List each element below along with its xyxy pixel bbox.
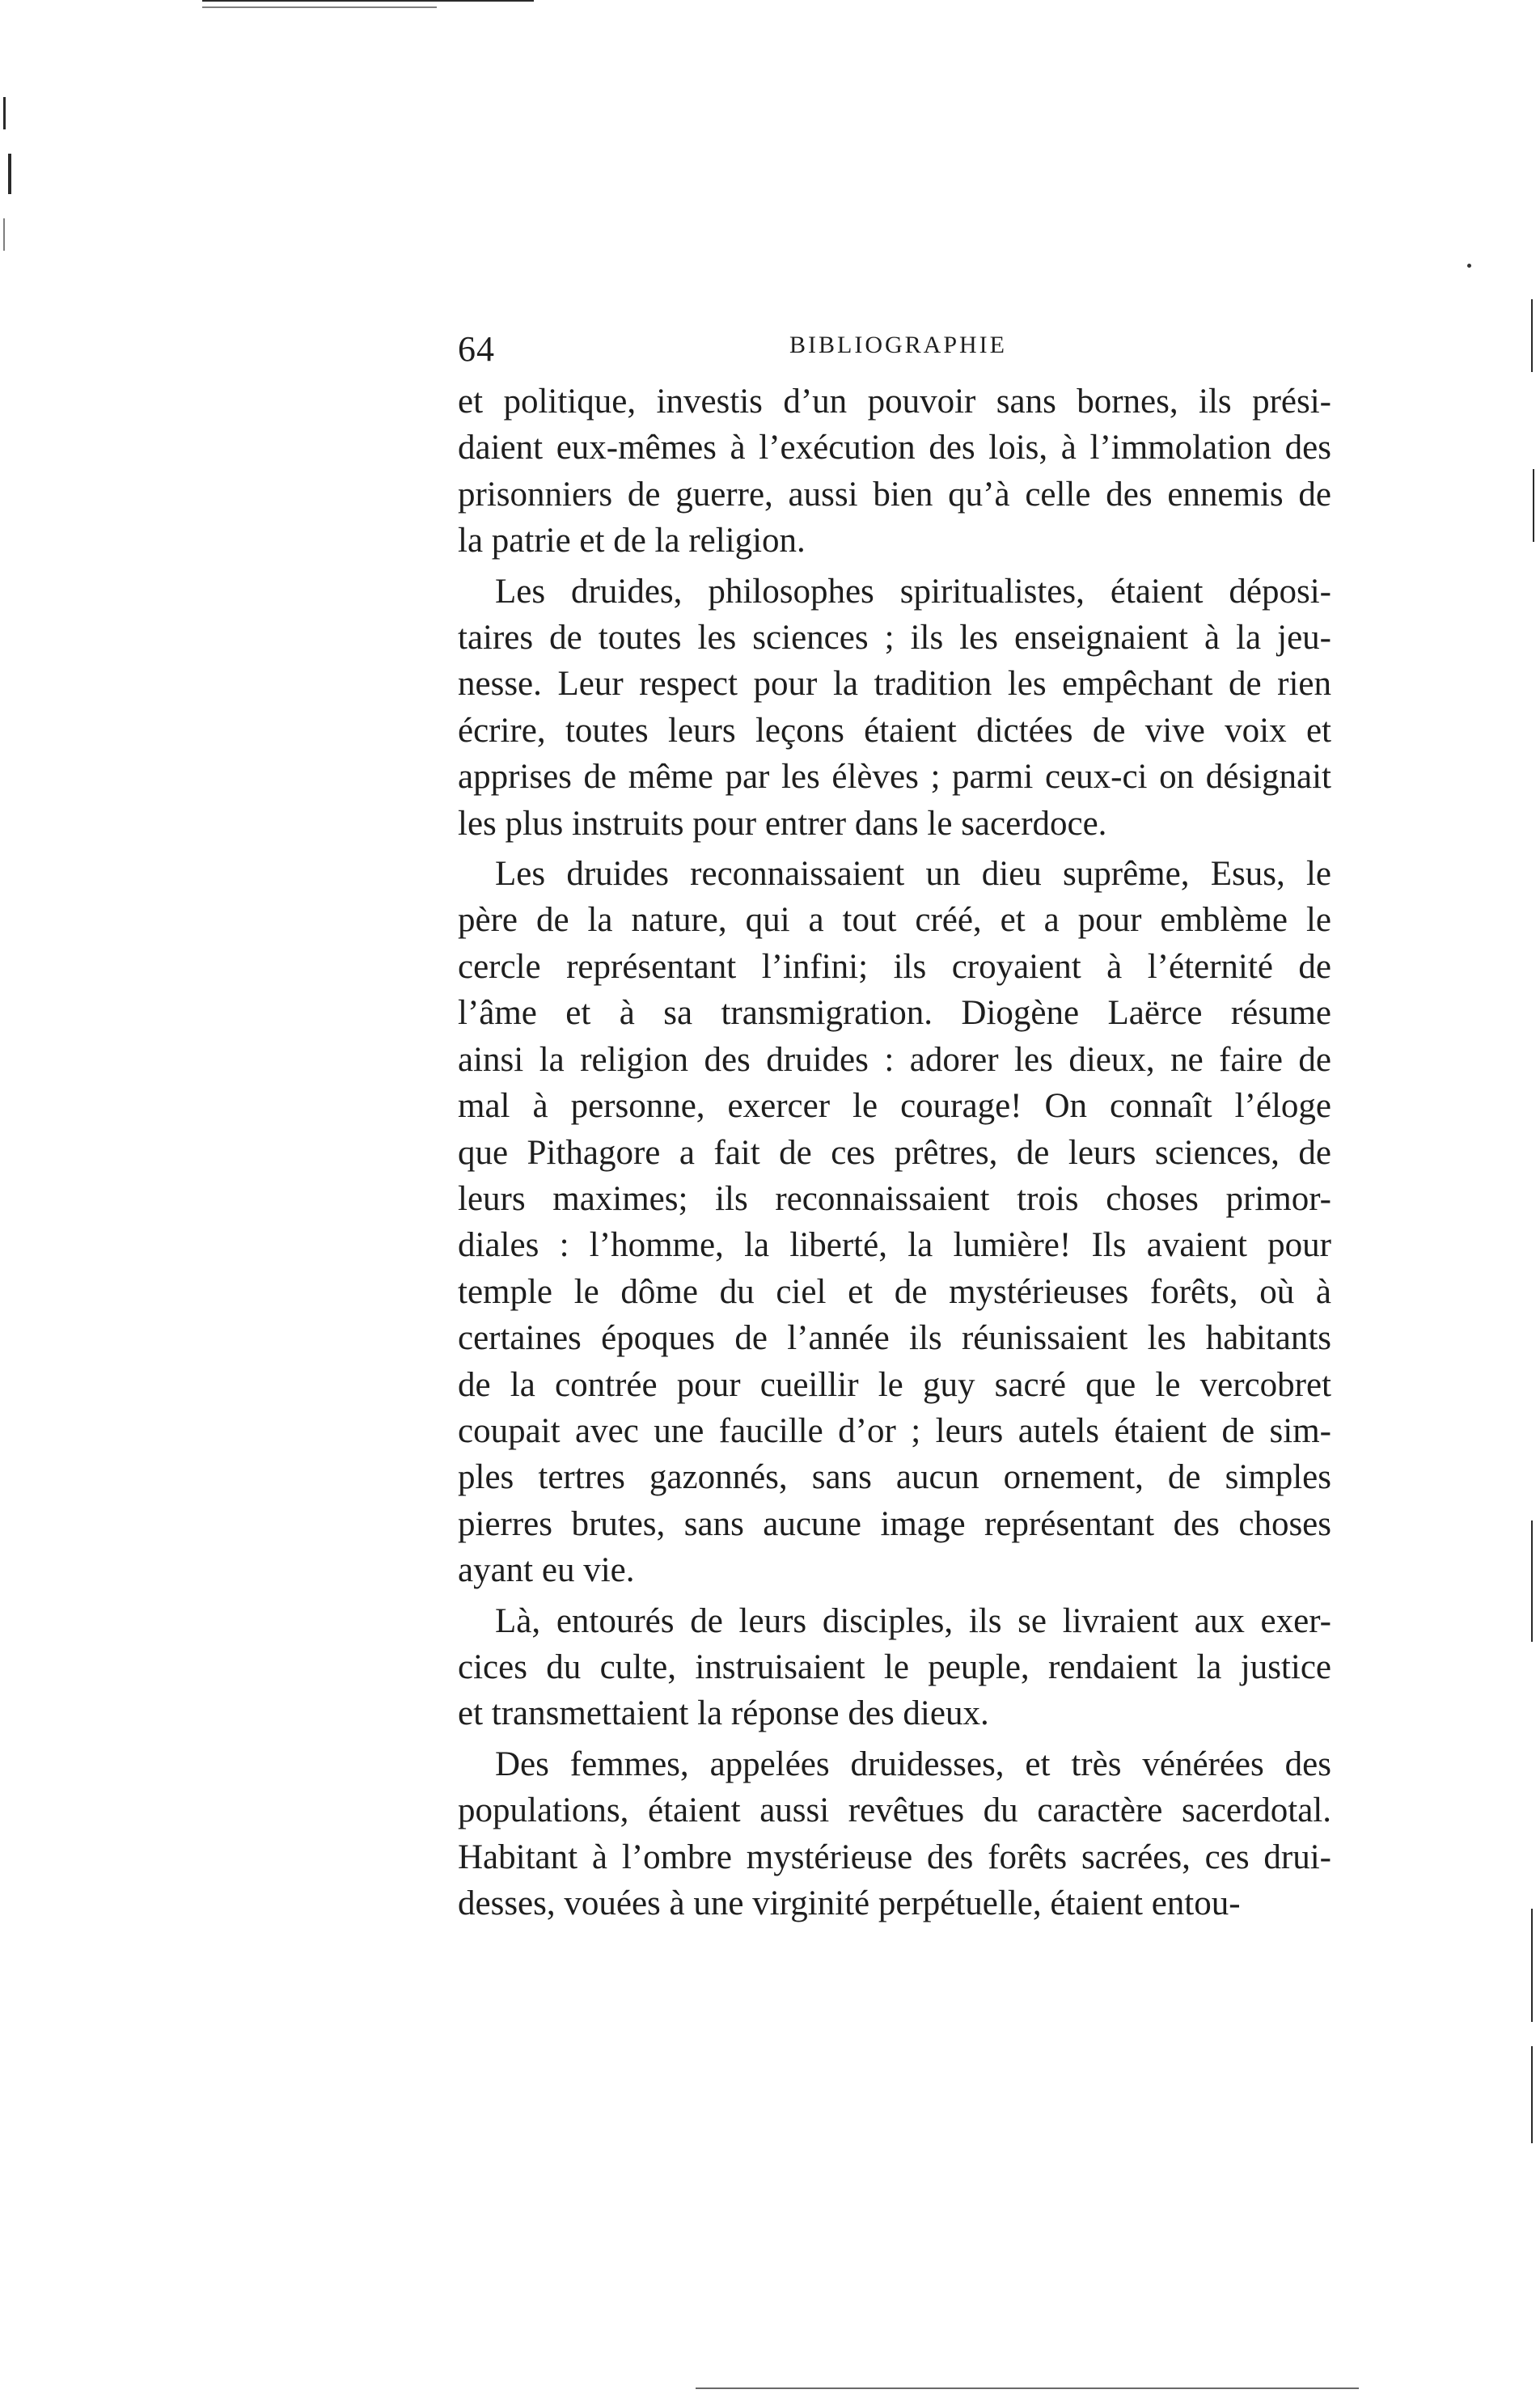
text-line: écrire, toutes leurs leçons étaient dictées de vive voix et (458, 711, 1331, 750)
text-line: Les druides, philosophes spiritualistes, étaient déposi- (495, 572, 1331, 611)
text-line: temple le dôme du ciel et de mystérieuses forêts, où à (458, 1272, 1331, 1311)
text-line: apprises de même par les élèves ; parmi ceux-ci on désignait (458, 758, 1331, 797)
text-line: daient eux-mêmes à l’exécution des lois, à l’immolation des (458, 429, 1331, 467)
text-line: que Pithagore a fait de ces prêtres, de leurs sciences, de (458, 1133, 1331, 1172)
text-line: prisonniers de guerre, aussi bien qu’à celle des ennemis de (458, 475, 1331, 514)
scan-edge-bottom-line (696, 2387, 1359, 2389)
text-line: les plus instruits pour entrer dans le sacerdoce. (458, 804, 1107, 843)
text-line: Là, entourés de leurs disciples, ils se livraient aux exer- (495, 1601, 1331, 1640)
text-line: ayant eu vie. (458, 1551, 635, 1590)
paragraph (458, 1741, 1331, 1927)
text-line: diales : l’homme, la liberté, la lumière! Ils avaient pour (458, 1226, 1331, 1265)
scan-speck (1467, 264, 1471, 268)
running-title: BIBLIOGRAPHIE (789, 332, 1007, 358)
scan-edge-right-line (1531, 299, 1533, 372)
text-line: la patrie et de la religion. (458, 522, 806, 560)
text-line: cices du culte, instruisaient le peuple, rendaient la justice (458, 1647, 1331, 1686)
text-line: Les druides reconnaissaient un dieu suprême, Esus, le (495, 855, 1331, 894)
body-text (458, 379, 1331, 1931)
text-line: Habitant à l’ombre mystérieuse des forêts sacrées, ces drui- (458, 1838, 1331, 1876)
text-line: et transmettaient la réponse des dieux. (458, 1694, 989, 1733)
text-line: populations, étaient aussi revêtues du caractère sacerdotal. (458, 1791, 1331, 1830)
text-line: et politique, investis d’un pouvoir sans bornes, ils prési- (458, 383, 1331, 421)
scan-edge-right-line-3 (1531, 1520, 1533, 1642)
scan-edge-right-line-5 (1531, 2046, 1533, 2143)
text-line: ainsi la religion des druides : adorer les dieux, ne faire de (458, 1040, 1331, 1079)
scan-edge-left-mark (3, 97, 6, 129)
text-line: mal à personne, exercer le courage! On connaît l’éloge (458, 1087, 1331, 1126)
text-line: certaines époques de l’année ils réunissaient les habitants (458, 1319, 1331, 1358)
text-line: leurs maximes; ils reconnaissaient trois choses primor- (458, 1179, 1331, 1218)
text-line: nesse. Leur respect pour la tradition les empêchant de rien (458, 665, 1331, 704)
paragraph (458, 569, 1331, 847)
scan-edge-left-mark-3 (3, 218, 5, 251)
text-line: ples tertres gazonnés, sans aucun ornement, de simples (458, 1458, 1331, 1497)
paragraph (458, 1598, 1331, 1737)
page-header (458, 322, 1331, 379)
scan-edge-top-line-2 (202, 6, 437, 8)
text-line: Des femmes, appelées druidesses, et très vénérées des (495, 1745, 1331, 1783)
scan-edge-top-line (202, 0, 534, 2)
text-line: cercle représentant l’infini; ils croyaient à l’éternité de (458, 947, 1331, 986)
text-line: coupait avec une faucille d’or ; leurs autels étaient de sim- (458, 1411, 1331, 1450)
page-number: 64 (458, 329, 495, 369)
text-line: desses, vouées à une virginité perpétuelle, étaient entou- (458, 1884, 1241, 1922)
text-line: pierres brutes, sans aucune image représentant des choses (458, 1504, 1331, 1543)
scan-edge-right-line-4 (1531, 1909, 1533, 2022)
scan-edge-right-line-2 (1533, 469, 1534, 542)
text-line: de la contrée pour cueillir le guy sacré que le vercobret (458, 1365, 1331, 1404)
paragraph (458, 379, 1331, 565)
text-line: taires de toutes les sciences ; ils les enseignaient à la jeu- (458, 619, 1331, 658)
scan-edge-left-mark-2 (8, 154, 11, 194)
paragraph (458, 851, 1331, 1594)
text-line: père de la nature, qui a tout créé, et a pour emblème le (458, 901, 1331, 940)
text-line: l’âme et à sa transmigration. Diogène Laërce résume (458, 994, 1331, 1033)
